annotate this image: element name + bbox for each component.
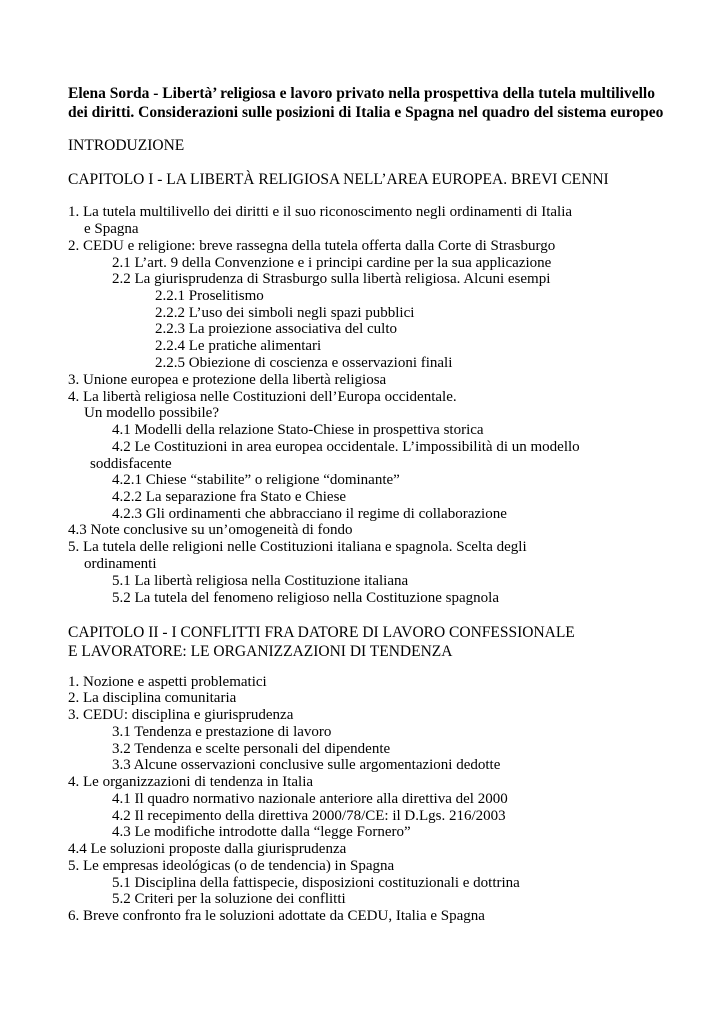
toc-entry: 1. La tutela multilivello dei diritti e il suo riconoscimento negli ordinamenti di Italia <box>68 204 573 220</box>
toc-entry: 2. La disciplina comunitaria <box>68 690 237 706</box>
toc-entry: 4.3 Note conclusive su un’omogeneità di fondo <box>68 522 353 538</box>
toc-entry: 4.2.3 Gli ordinamenti che abbracciano il regime di collaborazione <box>112 506 507 522</box>
chapter-1-heading: CAPITOLO I - LA LIBERTÀ RELIGIOSA NELL’AREA EUROPEA. BREVI CENNI <box>68 171 609 188</box>
toc-entry: 5. Le empresas ideológicas (o de tendencia) in Spagna <box>68 858 395 874</box>
toc-entry: 2.2.2 L’uso dei simboli negli spazi pubblici <box>155 305 415 321</box>
introduction-heading: INTRODUZIONE <box>68 137 185 154</box>
toc-entry: soddisfacente <box>90 456 172 472</box>
toc-entry: 5.2 Criteri per la soluzione dei conflitti <box>112 891 346 907</box>
toc-entry: ordinamenti <box>84 556 157 572</box>
toc-entry: 5.1 La libertà religiosa nella Costituzione italiana <box>112 573 409 589</box>
toc-entry: 2.2.3 La proiezione associativa del culto <box>155 321 397 337</box>
toc-entry: 4.1 Il quadro normativo nazionale anteriore alla direttiva del 2000 <box>112 791 508 807</box>
toc-entry: 4.2 Il recepimento della direttiva 2000/78/CE: il D.Lgs. 216/2003 <box>112 808 506 824</box>
toc-entry: Un modello possibile? <box>84 405 219 421</box>
toc-entry: 3. Unione europea e protezione della libertà religiosa <box>68 372 387 388</box>
toc-entry: 3.2 Tendenza e scelte personali del dipendente <box>112 741 391 757</box>
toc-entry: 2.2 La giurisprudenza di Strasburgo sulla libertà religiosa. Alcuni esempi <box>112 271 551 287</box>
toc-entry: 6. Breve confronto fra le soluzioni adottate da CEDU, Italia e Spagna <box>68 908 485 924</box>
toc-entry: 4.2.1 Chiese “stabilite” o religione “dominante” <box>112 472 400 488</box>
toc-entry: 4.4 Le soluzioni proposte dalla giurisprudenza <box>68 841 347 857</box>
toc-entry: 4. Le organizzazioni di tendenza in Italia <box>68 774 314 790</box>
toc-entry: 5.2 La tutela del fenomeno religioso nella Costituzione spagnola <box>112 590 499 606</box>
toc-entry: 4. La libertà religiosa nelle Costituzioni dell’Europa occidentale. <box>68 389 457 405</box>
toc-entry: 2.2.4 Le pratiche alimentari <box>155 338 322 354</box>
toc-entry: 2.2.5 Obiezione di coscienza e osservazioni finali <box>155 355 453 371</box>
toc-entry: e Spagna <box>84 221 139 237</box>
toc-entry: 2.1 L’art. 9 della Convenzione e i principi cardine per la sua applicazione <box>112 255 552 271</box>
chapter-2-heading: CAPITOLO II - I CONFLITTI FRA DATORE DI LAVORO CONFESSIONALE E LAVORATORE: LE ORGANIZZAZIONI DI TENDENZA <box>68 624 575 660</box>
toc-entry: 2. CEDU e religione: breve rassegna della tutela offerta dalla Corte di Strasburgo <box>68 238 556 254</box>
document-title: Elena Sorda - Libertà’ religiosa e lavoro privato nella prospettiva della tutela multilivello dei diritti. Considerazioni sulle posizioni di Italia e Spagna nel quadro del sistema europeo <box>68 85 664 121</box>
toc-entry: 4.1 Modelli della relazione Stato-Chiese in prospettiva storica <box>112 422 484 438</box>
toc-entry: 2.2.1 Proselitismo <box>155 288 264 304</box>
toc-entry: 3.3 Alcune osservazioni conclusive sulle argomentazioni dedotte <box>112 757 501 773</box>
toc-entry: 5. La tutela delle religioni nelle Costituzioni italiana e spagnola. Scelta degli <box>68 539 527 555</box>
toc-entry: 3. CEDU: disciplina e giurisprudenza <box>68 707 294 723</box>
toc-entry: 4.2 Le Costituzioni in area europea occidentale. L’impossibilità di un modello <box>112 439 580 455</box>
toc-entry: 4.3 Le modifiche introdotte dalla “legge Fornero” <box>112 824 411 840</box>
toc-entry: 1. Nozione e aspetti problematici <box>68 674 267 690</box>
toc-entry: 5.1 Disciplina della fattispecie, disposizioni costituzionali e dottrina <box>112 875 520 891</box>
toc-entry: 4.2.2 La separazione fra Stato e Chiese <box>112 489 347 505</box>
toc-entry: 3.1 Tendenza e prestazione di lavoro <box>112 724 332 740</box>
